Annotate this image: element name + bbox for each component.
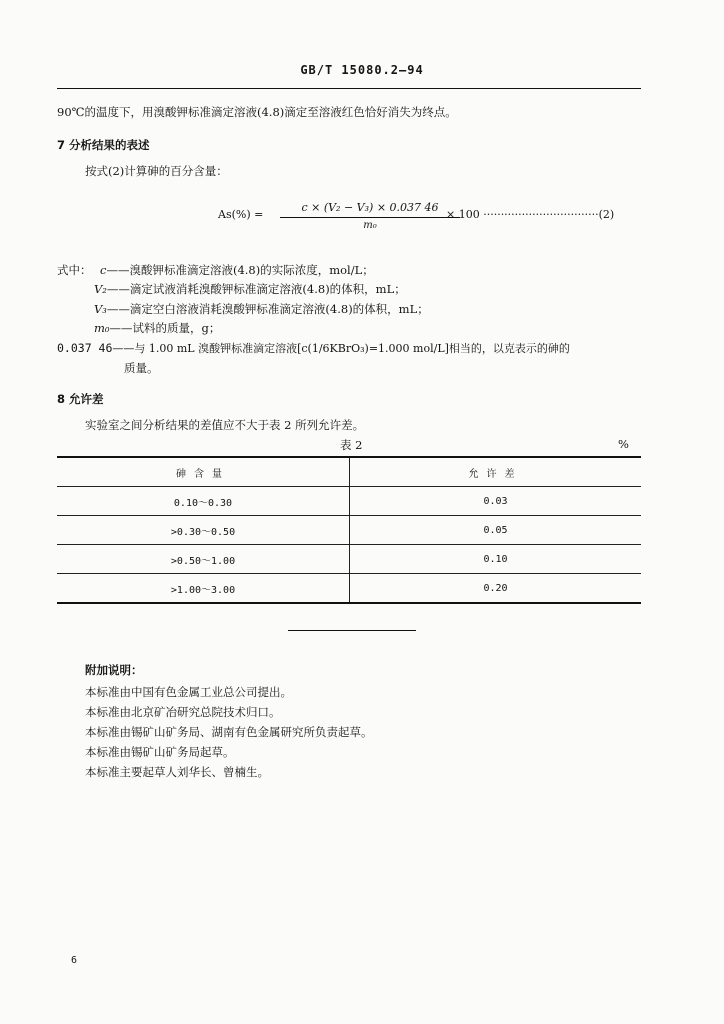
- tolerance-table: [57, 456, 641, 604]
- def-symbol: V₂: [94, 282, 107, 296]
- formula-rhs: × 100 ·································(2): [446, 208, 615, 221]
- formula-fraction: [280, 200, 460, 233]
- cell-range: 0.10～0.30: [57, 487, 350, 516]
- table-unit: %: [618, 437, 629, 451]
- note-line: 本标准由北京矿冶研究总院技术归口。: [85, 705, 281, 719]
- def-item-v3: [94, 301, 429, 317]
- intro-line: 90℃的温度下，用溴酸钾标准滴定溶液(4.8)滴定至溶液红色恰好消失为终点。: [57, 105, 457, 119]
- cell-tolerance: 0.20: [483, 582, 508, 594]
- table-row: [57, 487, 641, 516]
- section-7-title: 7 分析结果的表述: [57, 138, 150, 152]
- table-row: [57, 516, 641, 545]
- note-line: 本标准由中国有色金属工业总公司提出。: [85, 685, 292, 699]
- header-arsenic-content: 砷含量: [57, 457, 350, 487]
- section-8-text: 实验室之间分析结果的差值应不大于表 2 所列允许差。: [85, 418, 365, 432]
- def-symbol: c: [100, 263, 107, 277]
- cell-tolerance: 0.05: [483, 524, 508, 536]
- header-rule: [57, 88, 641, 89]
- def-text: ——试料的质量，g；: [109, 321, 221, 335]
- def-item-c: [100, 262, 374, 278]
- header-tolerance: 允许差: [468, 468, 523, 480]
- def-symbol: V₃: [94, 302, 107, 316]
- table-caption: 表 2: [340, 438, 363, 452]
- def-constant-symbol: 0.037 46: [57, 341, 113, 355]
- def-constant: [57, 340, 570, 356]
- cell-tolerance: 0.03: [483, 495, 508, 507]
- table-row: [57, 574, 641, 604]
- def-constant-line1: ——与 1.00 mL 溴酸钾标准滴定溶液[c(1/6KBrO₃)=1.000 mol/L]相当的，以克表示的砷的: [112, 342, 570, 355]
- cell-range: >1.00～3.00: [57, 574, 350, 604]
- fraction-bar: [280, 217, 460, 218]
- def-symbol: m₀: [94, 321, 110, 335]
- formula-lhs: As(%) =: [218, 208, 264, 221]
- formula-2: [218, 200, 648, 236]
- cell-tolerance: 0.10: [483, 553, 508, 565]
- definitions-prefix: 式中：: [57, 263, 92, 277]
- formula-denominator: m₀: [363, 220, 377, 231]
- end-of-text-rule: [288, 630, 416, 631]
- page-number: 6: [71, 955, 78, 966]
- def-item-v2: [94, 281, 406, 297]
- formula-numerator: c × (V₂ − V₃) × 0.037 46: [301, 201, 439, 214]
- cell-range: >0.50～1.00: [57, 545, 350, 574]
- def-constant-line2: 质量。: [124, 361, 159, 375]
- table-row: [57, 545, 641, 574]
- def-text: ——滴定试液消耗溴酸钾标准滴定溶液(4.8)的体积，mL；: [106, 282, 406, 296]
- def-item-m0: [94, 320, 220, 336]
- table-header-row: [57, 457, 641, 487]
- note-line: 本标准由锡矿山矿务局、湖南有色金属研究所负责起草。: [85, 725, 373, 739]
- note-line: 本标准主要起草人刘华长、曾楠生。: [85, 765, 269, 779]
- section-8-title: 8 允许差: [57, 392, 104, 406]
- section-7-text: 按式(2)计算砷的百分含量：: [85, 164, 228, 178]
- def-text: ——滴定空白溶液消耗溴酸钾标准滴定溶液(4.8)的体积，mL；: [106, 302, 429, 316]
- def-text: ——溴酸钾标准滴定溶液(4.8)的实际浓度，mol/L；: [106, 263, 374, 277]
- note-line: 本标准由锡矿山矿务局起草。: [85, 745, 235, 759]
- notes-title: 附加说明：: [85, 663, 143, 677]
- document-header: GB/T 15080.2—94: [300, 63, 424, 77]
- cell-range: >0.30～0.50: [57, 516, 350, 545]
